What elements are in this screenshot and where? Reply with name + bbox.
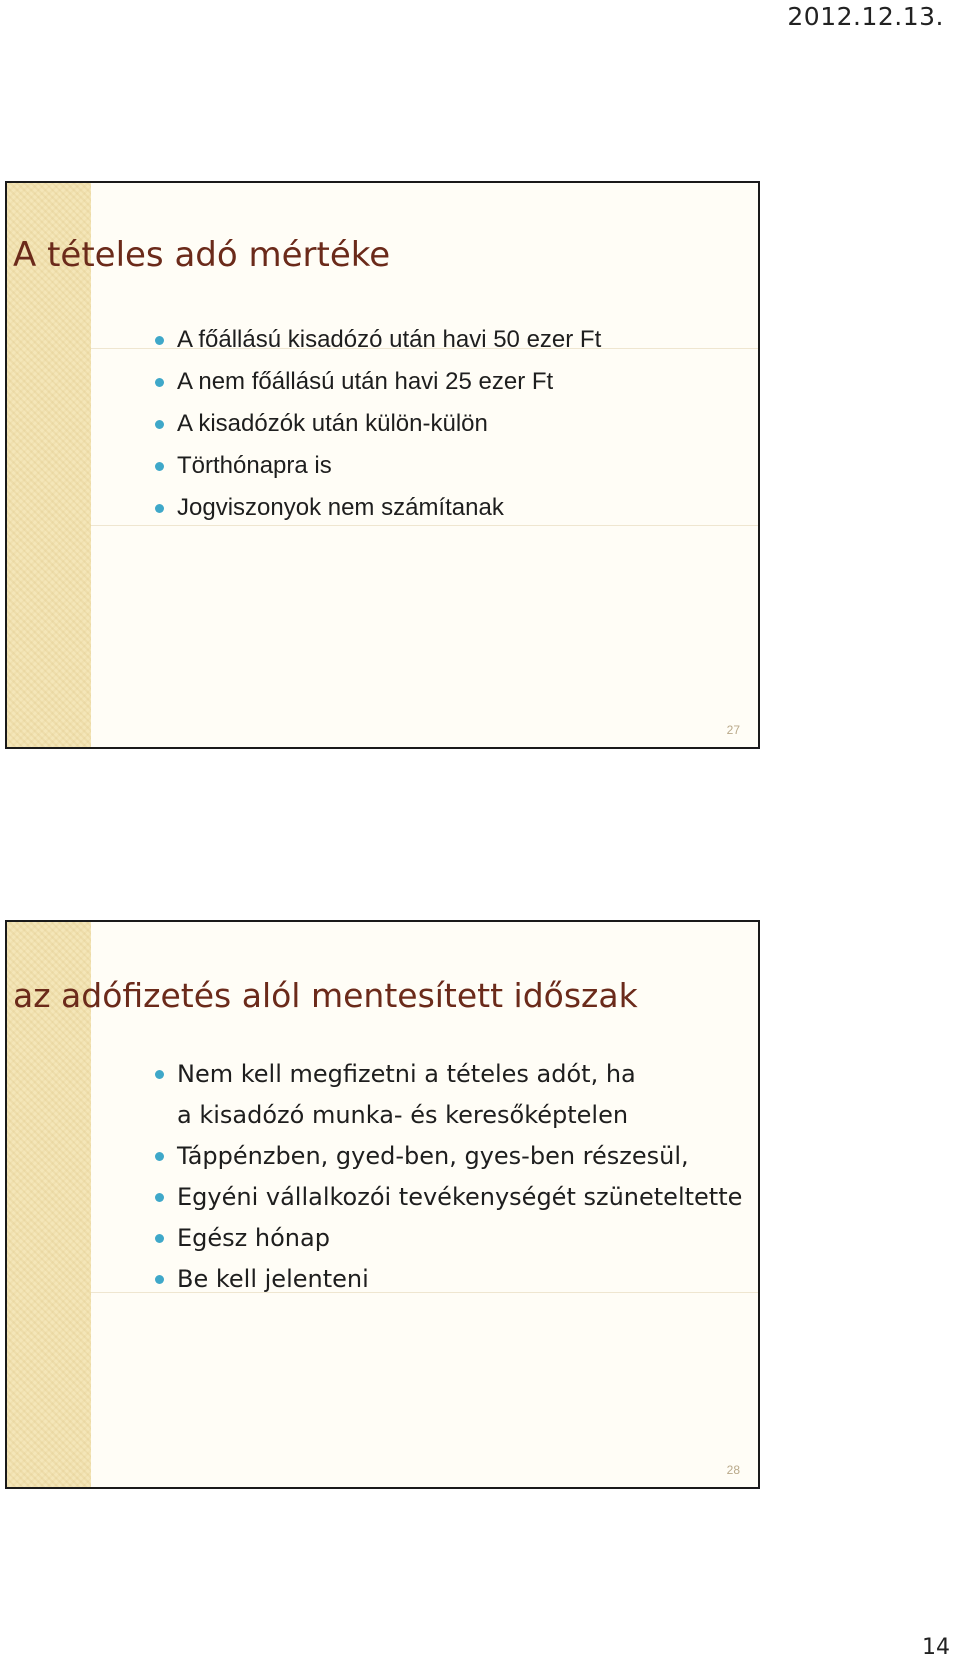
slide-title: A tételes adó mértéke	[13, 235, 391, 275]
bullet-item	[155, 1259, 742, 1300]
bullet-text: Törthónapra is	[177, 452, 332, 479]
slide-number: 28	[726, 1463, 740, 1477]
bullet-item	[155, 1136, 742, 1177]
bullet-item	[155, 445, 601, 487]
slide-27	[5, 181, 760, 749]
bullet-text: A kisadózók után külön-külön	[177, 410, 488, 437]
bullet-text: Egész hónap	[177, 1224, 330, 1252]
bullet-item	[155, 1177, 742, 1218]
bullet-dot-icon	[155, 378, 164, 387]
bullet-dot-icon	[155, 1275, 164, 1284]
bullet-item	[155, 403, 601, 445]
bullet-list	[155, 319, 601, 529]
bullet-text: Nem kell megfizetni a tételes adót, ha a kisadózó munka- és keresőképtelen	[177, 1060, 636, 1129]
bullet-text: A főállású kisadózó után havi 50 ezer Ft	[177, 326, 602, 353]
bullet-item	[155, 1054, 657, 1136]
bullet-dot-icon	[155, 420, 164, 429]
page-date: 2012.12.13.	[787, 2, 944, 31]
bullet-text: Egyéni vállalkozói tevékenységét szüneteltette	[177, 1183, 743, 1211]
bullet-dot-icon	[155, 504, 164, 513]
bullet-dot-icon	[155, 1070, 164, 1079]
bullet-dot-icon	[155, 1234, 164, 1243]
bullet-dot-icon	[155, 1152, 164, 1161]
bullet-dot-icon	[155, 462, 164, 471]
bullet-item	[155, 319, 601, 361]
slide-28	[5, 920, 760, 1489]
page-number: 14	[922, 1635, 950, 1660]
bullet-text: A nem főállású után havi 25 ezer Ft	[177, 368, 554, 395]
bullet-text: Táppénzben, gyed-ben, gyes-ben részesül,	[177, 1142, 689, 1170]
bullet-item	[155, 361, 601, 403]
bullet-item	[155, 1218, 742, 1259]
bullet-list	[155, 1054, 742, 1300]
bullet-text: Be kell jelenteni	[177, 1265, 369, 1293]
bullet-text: Jogviszonyok nem számítanak	[177, 494, 504, 521]
bullet-item	[155, 487, 601, 529]
slide-number: 27	[726, 723, 740, 737]
bullet-dot-icon	[155, 336, 164, 345]
bullet-dot-icon	[155, 1193, 164, 1202]
slide-title: az adófizetés alól mentesített időszak	[13, 976, 638, 1015]
